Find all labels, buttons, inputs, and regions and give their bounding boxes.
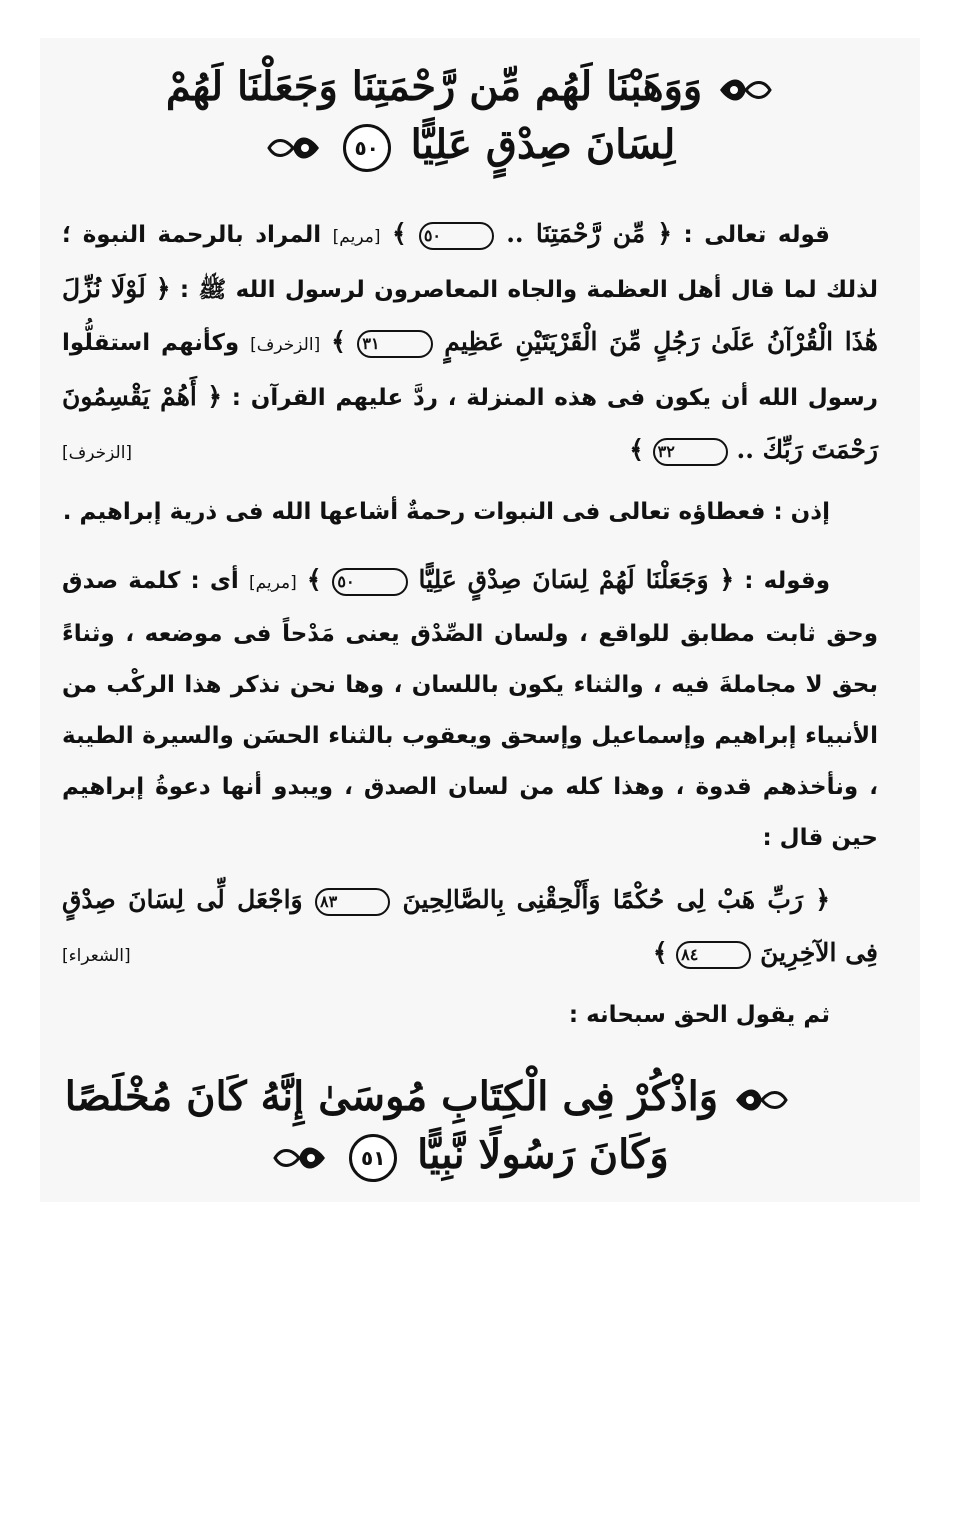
quote-4-end: ﴾: [306, 565, 333, 594]
ayah-number-badge: ٥١: [349, 1134, 397, 1182]
quote-1-text: ﴿ مِّن رَّحْمَتِنَا ..: [494, 219, 673, 248]
paragraph-1: [62, 208, 878, 477]
bottom-verse-line-1: [64, 1068, 790, 1126]
quote-3-text: ﴿ أَهُمْ يَقْسِمُونَ رَحْمَتَ رَبِّكَ ..: [62, 382, 878, 464]
top-verse-text-2: لِسَانَ صِدْقٍ عَلِيًّا: [410, 121, 676, 168]
verse-start-ornament-icon: [716, 70, 774, 110]
verse-end-ornament-icon: [271, 1138, 329, 1178]
top-verse-block: [150, 58, 790, 174]
ref-maryam-2: [مريم]: [248, 573, 297, 593]
quote-5-text: ﴿ رَبِّ هَبْ لِى حُكْمًا وَأَلْحِقْنِى بِالصَّالِحِينَ: [390, 885, 830, 914]
quote-2-end: ﴾: [331, 327, 358, 356]
para3-text: أى : كلمة صدق وحق ثابت مطابق للواقع ، ولسان الصِّدْق يعنى مَدْحاً فى موضعه ، وثناءً بحق لا مجاملةَ فيه ، والثناء يكون باللسان ، وها نحن نذكر هذا الركْب من الأنبياء إبراهيم وإسماعيل وإسحق ويعقوب بالثناء الحسَن والسيرة الطيبة ، ونأخذهم قدوة ، وهذا كله من لسان الصدق ، ويبدو أنها دعوةُ إبراهيم حين قال :: [62, 568, 878, 851]
para1-text-1: المراد بالرحمة النبوة ؛ لذلك لما قال أهل العظمة والجاه المعاصرون لرسول الله ﷺ :: [62, 222, 878, 303]
commentary-text: [62, 208, 878, 1041]
bottom-verse-text-1: وَاذْكُرْ فِى الْكِتَابِ مُوسَىٰ إِنَّهُ كَانَ مُخْلَصًا: [64, 1073, 719, 1120]
ref-zukhruf-2: [الزخرف]: [62, 443, 133, 463]
quote-2-text: ﴿ لَوْلَا نُزِّلَ هَٰذَا الْقُرْآنُ عَلَىٰ رَجُلٍ مِّنَ الْقَرْيَتَيْنِ عَظِيمٍ: [62, 274, 878, 356]
top-verse-line-2: [150, 116, 790, 174]
ayah-number-badge: ٥٠: [343, 124, 391, 172]
ref-zukhruf-1: [الزخرف]: [250, 335, 321, 355]
quote-1-number: ٥٠: [419, 222, 494, 250]
verse-start-ornament-icon: [732, 1080, 790, 1120]
bottom-verse-line-2: [150, 1126, 790, 1184]
para1-text-2: وكأنهم استقلُّوا رسول الله أن يكون فى هذه المنزلة ، ردَّ عليهم القرآن :: [62, 330, 878, 411]
paragraph-4: [62, 874, 878, 980]
paragraph-5: [62, 990, 878, 1041]
ref-maryam: [مريم]: [332, 227, 381, 247]
para5-text: ثم يقول الحق سبحانه :: [568, 1002, 830, 1028]
quote-5-number-2: ٨٤: [676, 941, 751, 969]
paragraph-2: [62, 487, 878, 538]
quote-1: [392, 219, 672, 248]
quote-5: [62, 885, 878, 967]
para1-intro: قوله تعالى :: [683, 222, 830, 248]
quote-5-text-b: وَاجْعَل لِّى لِسَانَ صِدْقٍ فِى الآخِرِينَ: [62, 885, 878, 967]
quote-4-text: ﴿ وَجَعَلْنَا لَهُمْ لِسَانَ صِدْقٍ عَلِيًّا: [407, 565, 735, 594]
quote-1-end: ﴾: [391, 219, 419, 248]
quote-2-number: ٣١: [357, 330, 432, 358]
quote-3-end: ﴾: [629, 435, 653, 464]
quote-3-number: ٣٢: [653, 438, 728, 466]
verse-end-ornament-icon: [265, 128, 323, 168]
bottom-verse-block: [64, 1068, 790, 1184]
quote-5-end: ﴾: [652, 938, 677, 967]
bottom-verse-text-2: وَكَانَ رَسُولًا نَّبِيًّا: [417, 1131, 669, 1178]
para3-intro: وقوله :: [744, 568, 830, 594]
paragraph-3: [62, 554, 878, 864]
ref-shuara: [الشعراء]: [62, 946, 131, 966]
top-verse-text-1: وَوَهَبْنَا لَهُم مِّن رَّحْمَتِنَا وَجَعَلْنَا لَهُمْ: [165, 63, 703, 110]
quote-5-number-1: ٨٣: [315, 888, 390, 916]
quote-4-number: ٥٠: [332, 568, 407, 596]
quote-4: [307, 565, 734, 594]
para2-text: إذن : فعطاؤه تعالى فى النبوات رحمةٌ أشاعها الله فى ذرية إبراهيم .: [62, 499, 830, 525]
top-verse-line-1: [150, 58, 790, 116]
